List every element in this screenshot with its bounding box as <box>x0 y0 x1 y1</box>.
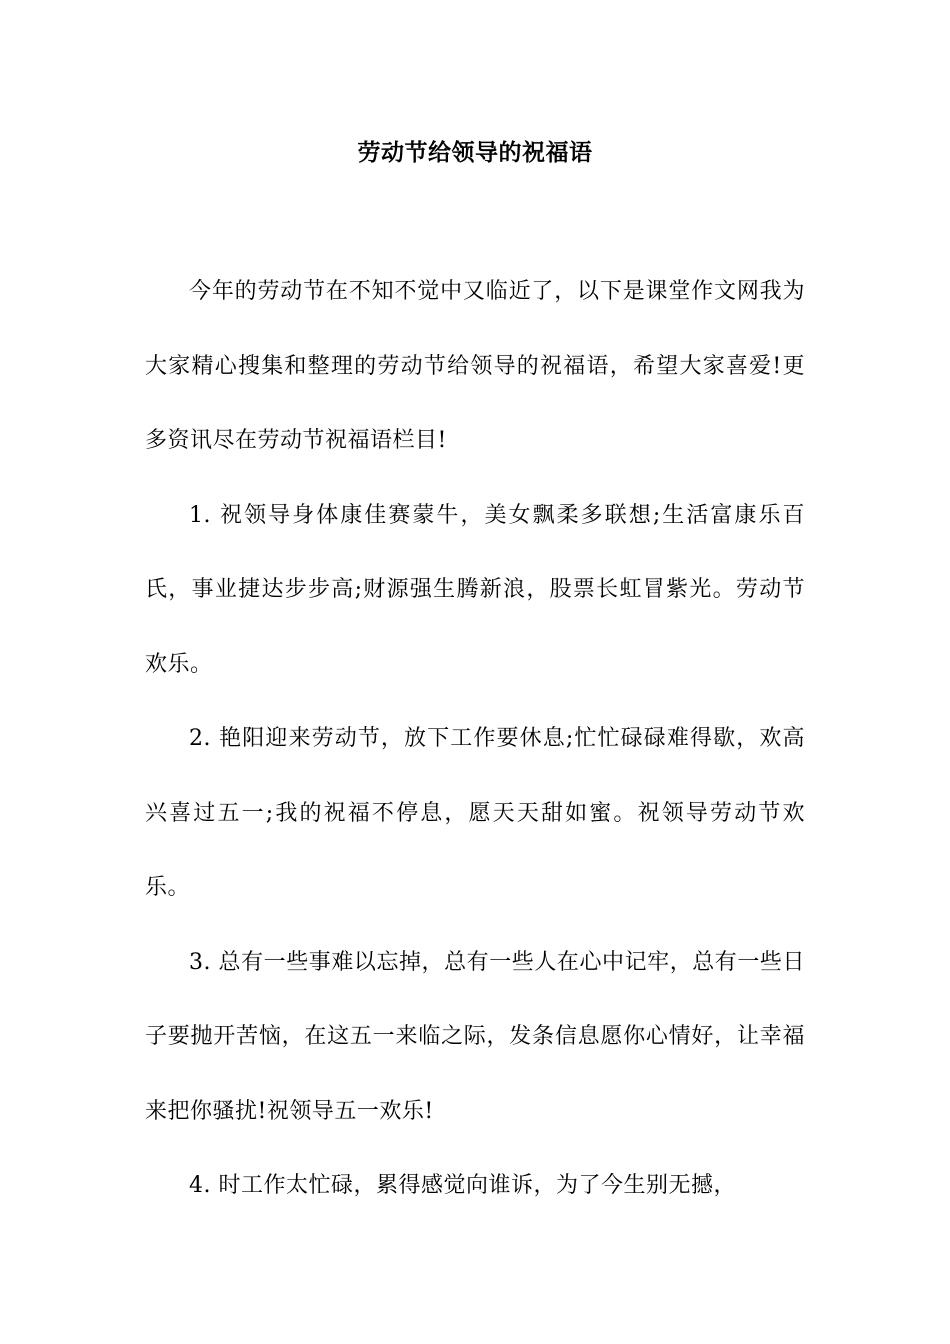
wish-paragraph-3: 3. 总有一些事难以忘掉，总有一些人在心中记牢，总有一些日子要抛开苦恼，在这五一来临之际，发条信息愿你心情好，让幸福来把你骚扰!祝领导五一欢乐! <box>145 949 805 1124</box>
wish-paragraph-4: 4. 时工作太忙碌，累得感觉向谁诉，为了今生别无撼， <box>189 1173 736 1198</box>
wish-paragraph-1: 1. 祝领导身体康佳赛蒙牛，美女飘柔多联想;生活富康乐百氏，事业捷达步步高;财源强生腾新浪，股票长虹冒紫光。劳动节欢乐。 <box>145 502 805 677</box>
intro-paragraph: 今年的劳动节在不知不觉中又临近了，以下是课堂作文网我为大家精心搜集和整理的劳动节给领导的祝福语，希望大家喜爱!更多资讯尽在劳动节祝福语栏目! <box>145 279 805 453</box>
wish-paragraph-2: 2. 艳阳迎来劳动节，放下工作要休息;忙忙碌碌难得歇，欢高兴喜过五一;我的祝福不停息，愿天天甜如蜜。祝领导劳动节欢乐。 <box>145 726 805 900</box>
document-body <box>145 255 805 1224</box>
document-title: 劳动节给领导的祝福语 <box>357 140 593 166</box>
